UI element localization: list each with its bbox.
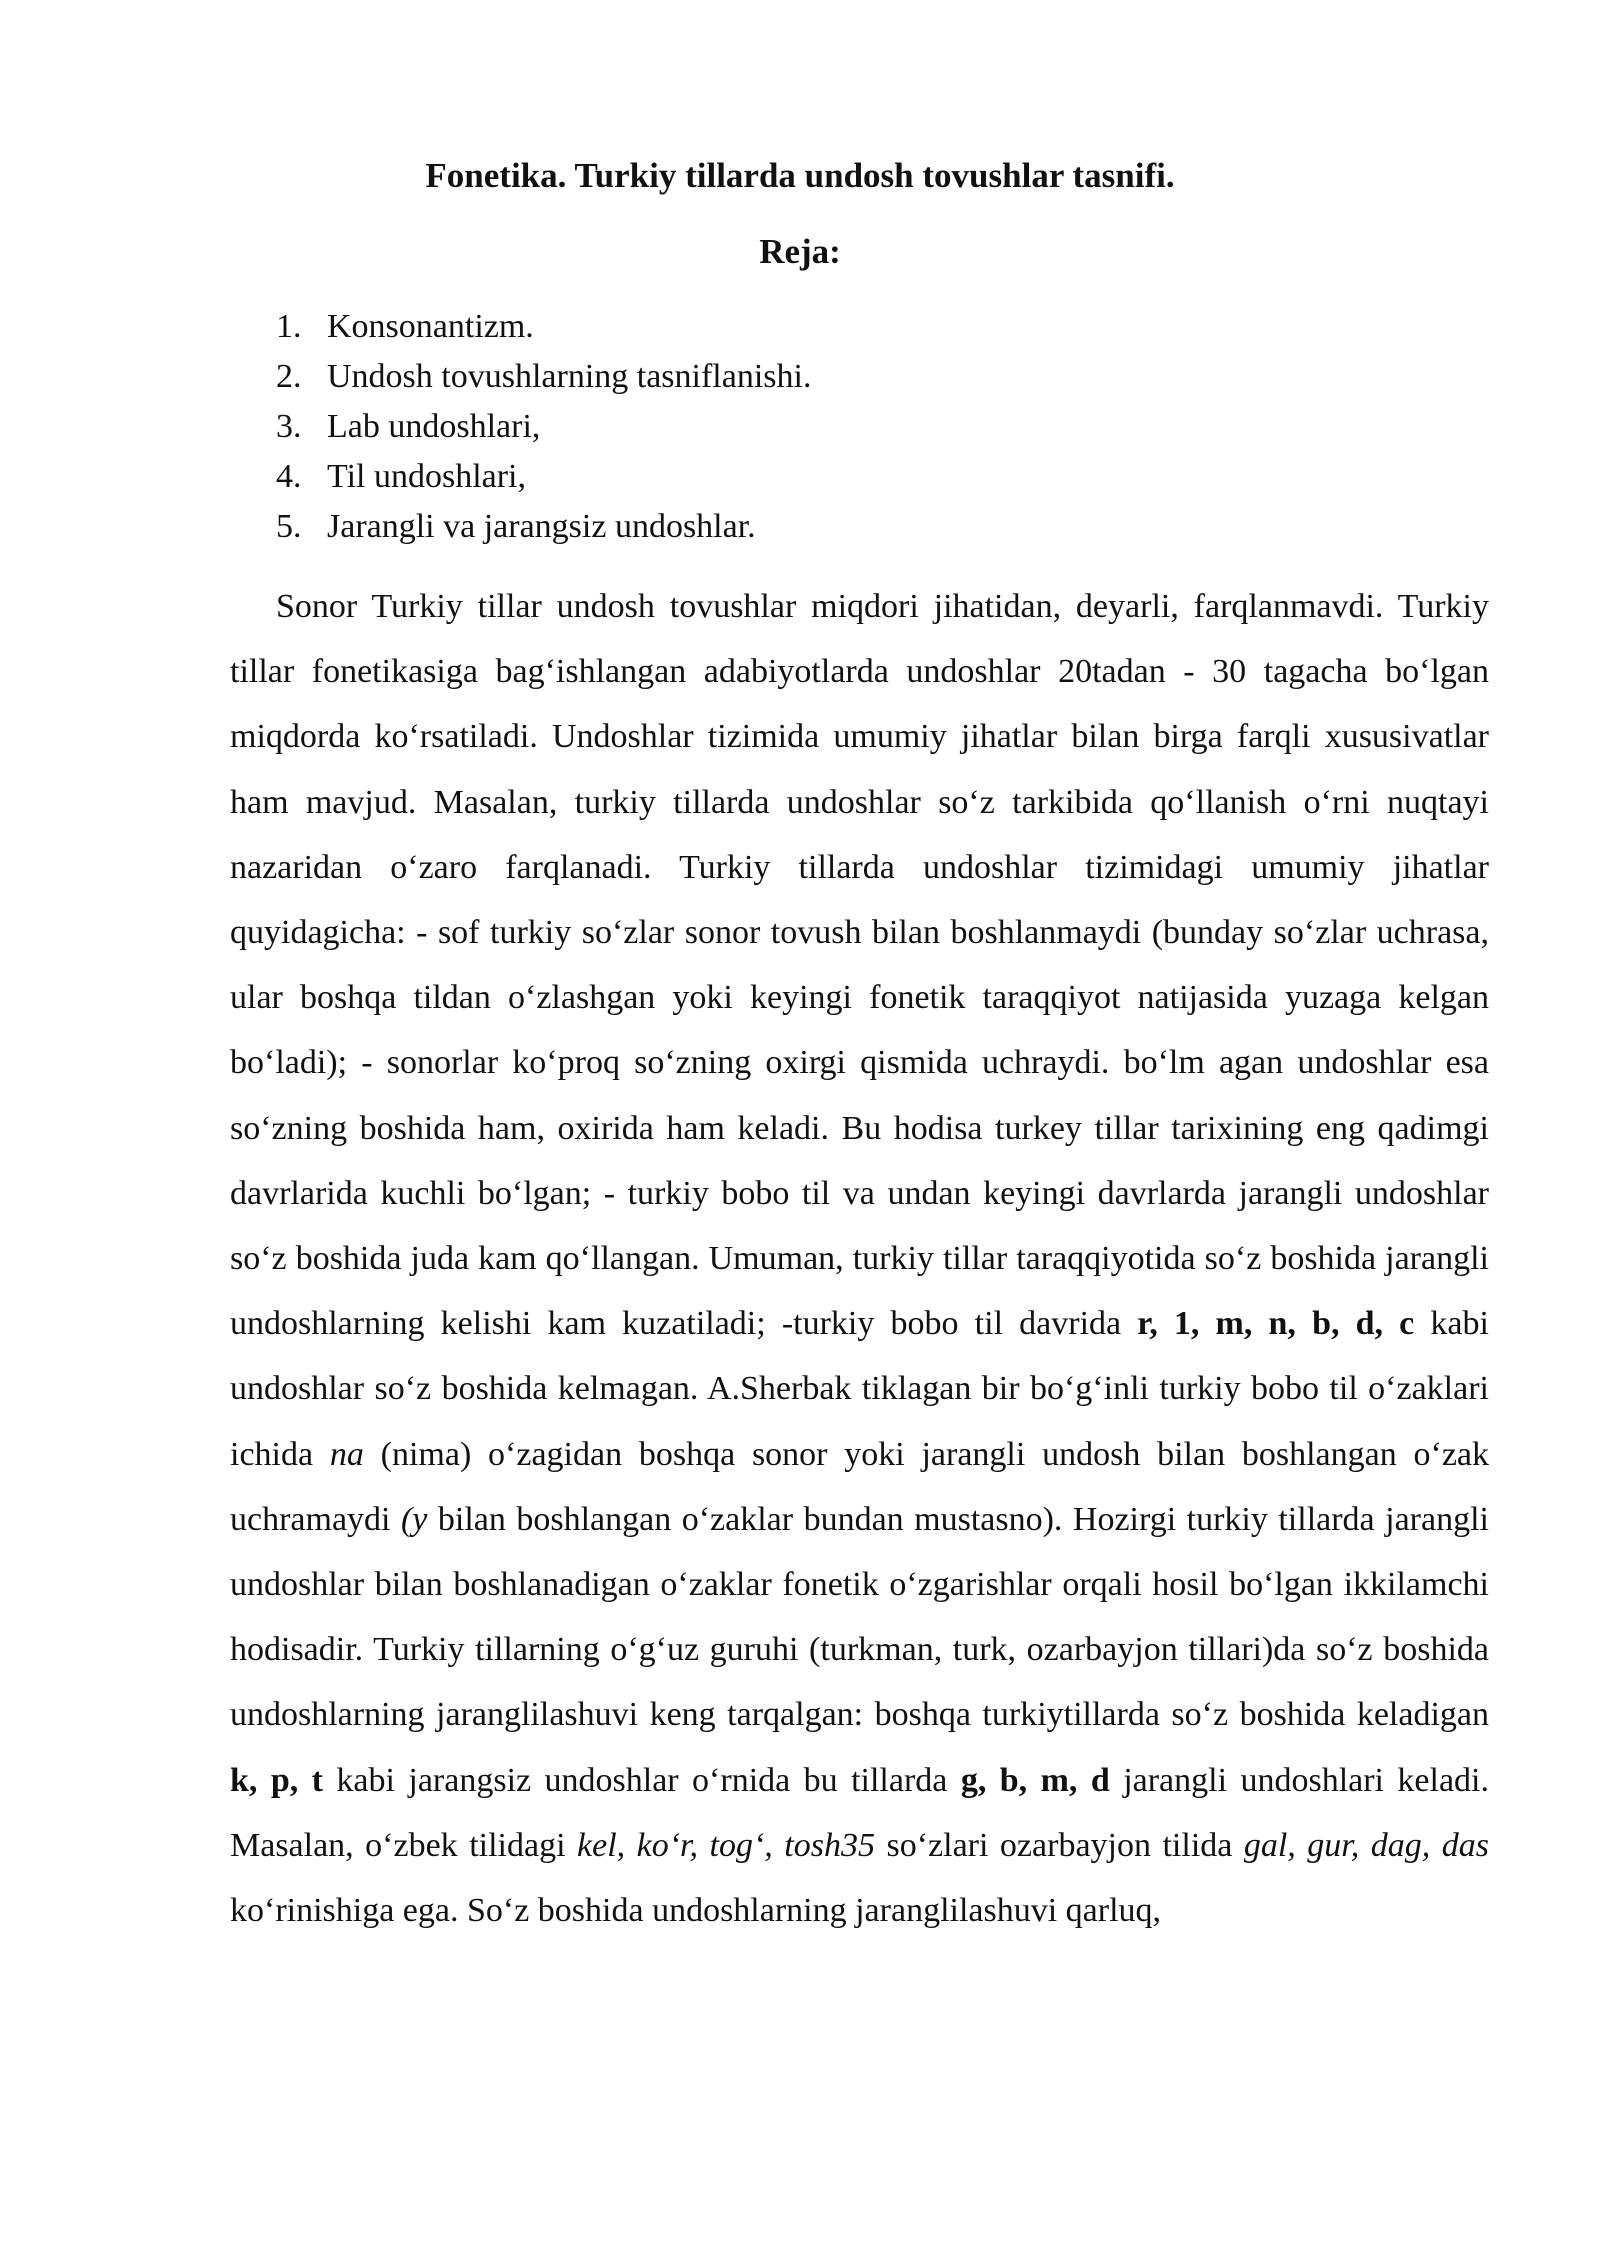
body-paragraph	[230, 574, 1489, 1943]
paragraph-text: kabi undoshlar so‘z boshida kelmagan. A.Sherbak tiklagan bir bo‘g‘inli turkiy bobo til o‘zaklari ichida	[230, 1305, 1489, 1473]
bold-consonants: r, 1, m, n, b, d, c	[1137, 1305, 1415, 1343]
plan-heading: Reja:	[759, 232, 841, 271]
plan-item-text: Lab undoshlari,	[327, 408, 541, 445]
plan-item	[276, 302, 1376, 352]
plan-item-text: Til undoshlari,	[327, 458, 527, 495]
paragraph-text: kabi jarangsiz undoshlar o‘rnida bu tillarda	[323, 1761, 961, 1799]
plan-item-text: Undosh tovushlarning tasniflanishi.	[327, 358, 812, 395]
paragraph-text: Sonor Turkiy tillar undosh tovushlar miqdori jihatidan, deyarli, farqlanmavdi. Turkiy tillar fonetikasiga bag‘ishlangan adabiyotlarda undoshlar 20tadan - 30 tagacha bo‘lgan miqdorda ko‘rsatiladi. Undoshlar tizimida umumiy jihatlar bilan birga farqli xususivatlar ham mavjud. Masalan, turkiy tillarda undoshlar so‘z tarkibida qo‘llanish o‘rni nuqtayi nazaridan o‘zaro farqlanadi. Turkiy tillarda undoshlar tizimidagi umumiy jihatlar quyidagicha: - sof turkiy so‘zlar sonor tovush bilan boshlanmaydi (bunday so‘zlar uchrasa, ular boshqa tildan o‘zlashgan yoki keyingi fonetik taraqqiyot natijasida yuzaga kelgan bo‘ladi); - sonorlar ko‘proq so‘zning oxirgi qismida uchraydi. bo‘lm agan undoshlar esa so‘zning boshida ham, oxirida ham keladi. Bu hodisa turkey tillar tarixining eng qadimgi davrlarida kuchli bo‘lgan; - turkiy bobo til va undan keyingi davrlarda jarangli undoshlar so‘z boshida juda kam qo‘llangan. Umuman, turkiy tillar taraqqiyotida so‘z boshida jarangli undoshlarning kelishi kam kuzatiladi; -turkiy bobo til davrida	[230, 588, 1489, 1343]
plan-item-number: 1.	[276, 308, 302, 345]
plan-item	[276, 452, 1376, 502]
paragraph-text: ko‘rinishiga ega. So‘z boshida undoshlarning jaranglilashuvi qarluq,	[230, 1892, 1162, 1930]
plan-list	[276, 302, 1376, 552]
plan-item	[276, 502, 1376, 552]
bold-consonants: k, p, t	[230, 1761, 323, 1799]
plan-item-number: 3.	[276, 408, 302, 445]
document-title: Fonetika. Turkiy tillarda undosh tovushlar tasnifi.	[425, 156, 1175, 195]
plan-item-number: 4.	[276, 458, 302, 495]
italic-example-word: na	[329, 1435, 364, 1473]
plan-item-number: 5.	[276, 508, 302, 545]
plan-item-text: Jarangli va jarangsiz undoshlar.	[327, 508, 756, 545]
plan-item-text: Konsonantizm.	[327, 308, 534, 345]
plan-item	[276, 352, 1376, 402]
italic-example-word: (y	[400, 1500, 428, 1538]
paragraph-text: jarangli undoshlari keladi. Masalan, o‘zbek tilidagi	[230, 1761, 1490, 1864]
paragraph-text: so‘zlari ozarbayjon tilida	[874, 1826, 1244, 1864]
italic-example-words: kel, ko‘r, tog‘, tosh35	[577, 1826, 875, 1864]
plan-item-number: 2.	[276, 358, 302, 395]
plan-item	[276, 402, 1376, 452]
bold-consonants: g, b, m, d	[960, 1761, 1110, 1799]
paragraph-text: bilan boshlangan o‘zaklar bundan mustasno). Hozirgi turkiy tillarda jarangli undoshlar bilan boshlanadigan o‘zaklar fonetik o‘zgarishlar orqali hosil bo‘lgan ikkilamchi hodisadir. Turkiy tillarning o‘g‘uz guruhi (turkman, turk, ozarbayjon tillari)da so‘z boshida undoshlarning jaranglilashuvi keng tarqalgan: boshqa turkiytillarda so‘z boshida keladigan	[230, 1500, 1489, 1734]
paragraph-text: (nima) o‘zagidan boshqa sonor yoki jarangli undosh bilan boshlangan o‘zak uchramaydi	[230, 1435, 1489, 1538]
italic-example-words: gal, gur, dag, das	[1243, 1826, 1490, 1864]
